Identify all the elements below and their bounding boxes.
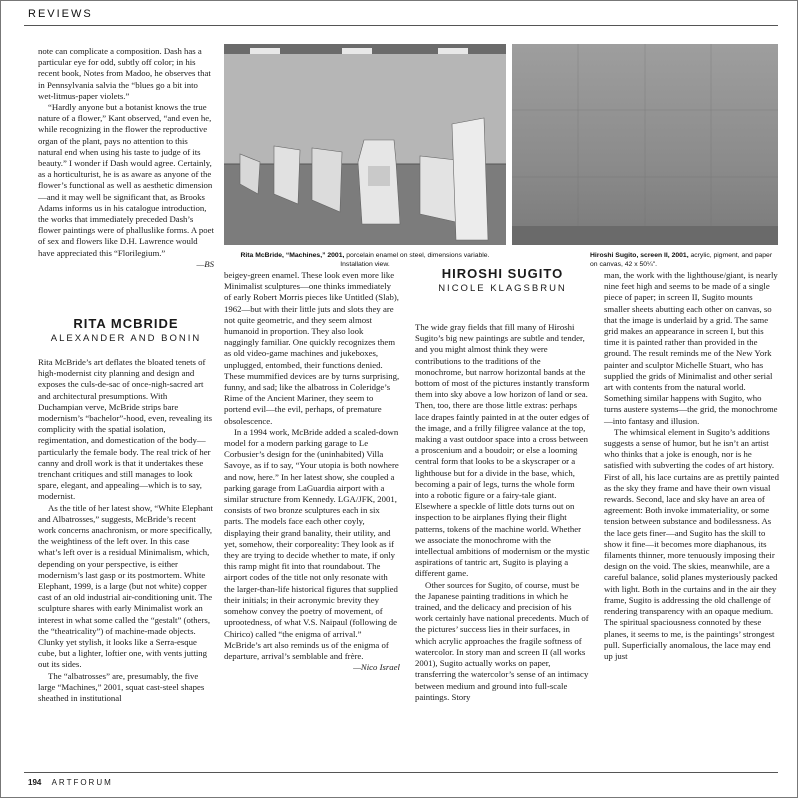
review3-artist: HIROSHI SUGITO (441, 266, 564, 281)
photo2-caption (590, 251, 778, 269)
bottom-rule (24, 772, 778, 773)
review2-column-2 (224, 270, 400, 673)
review1-continuation (38, 46, 214, 270)
sugito-screen-photo (512, 44, 778, 245)
photo2-caption-title: Hiroshi Sugito, screen II, 2001, (590, 252, 689, 259)
review3-paragraph: The wide gray fields that fill many of Hiroshi Sugito’s big new paintings are subtle and tender, and you might almost think they were contributions to the traditions of the monochrome, but narrow horizontal bands at the bottom of most of the pictures instantly transform them into sky above a low horizon of land or sea. Then, too, there are those little extras: perhaps lace drapes faintly painted in at the outer edges of the image, and a frilly filigree valance at the top, making a vast outdoor space into a cross between a proscenium and a boudoir; or else a looming central form that looks to be a skyscraper or a lighthouse but for a divide in the base, which, becoming a pair of legs, turns the whole form into a robotic figure or a fairy-tale giant. Elsewhere a speckle of little dots turns out on inspection to be airplanes flying their flight patterns, tokens of the machine world. Whether we associate the monochrome with the intellectual ambitions of modernism or the mystic aspirations of tantric art, Sugito is playing a different game. (415, 322, 590, 579)
review2-paragraph: In a 1994 work, McBride added a scaled-down model for a modern parking garage to Le Corbusier’s design for the (uninhabited) Villa Savoye, as if to say, “Your utopia is both nowhere and now, here.” In her latest show, she coupled a parking garage from LaGuardia airport with a similar structure from Kennedy. LGA/JFK, 2001, consists of two bronze sculptures each in six parts. The models face each other coyly, displaying their grand banality, their utility, and yet, somehow, their corporeality: They look as if they are trying to decide whether to mate, if only this ramp might fit into that roundabout. The airport codes of the title not only resonate with the larger-than-life historical figures that supplied their initials; in their acronymic brevity they somehow convey the poetry of movement, of uprootedness, of what V.S. Naipaul (following de Chirico) called “the enigma of arrival.” McBride’s art also reminds us of the enigma of departure, arrival’s semblable and frère. (224, 426, 399, 661)
mcbride-machines-photo (224, 44, 506, 245)
top-rule (24, 25, 778, 26)
review3-paragraph: man, the work with the lighthouse/giant, is nearly nine feet high and seems to be made of a single piece of paper; in screen II, Sugito mounts smaller sheets abutting each other on canvas, so that the image is underlaid by a grid. The same grid makes an appearance in screen I, but this time it is painted rather than provided in the ground. The result reminds me of the New York painter and sculptor Michelle Stuart, who has supplied the grids of Minimalist and other serial art with contents from the natural world. Something similar happens with Sugito, who turns austere systems—the grid, the monochrome—into fantasy and illusion. (604, 270, 778, 426)
review2-column-1 (38, 357, 214, 704)
review3-paragraph: The whimsical element in Sugito’s additions suggests a sense of humor, but he isn’t an artist who thinks that a joke is enough, nor is he satisfied with subverting the codes of art history. First of all, his lace curtains are as prettily painted as the sky they frame and have their own visual rewards. Second, lace and sky have an area of agreement: Both invoke immateriality, or some tension between substance and bodilessness. As the lace gets finer—and Sugito has the skill to show it fine—it becomes more diaphanous, its filaments thinner, more tenuously imposing their design on the void. The skies, meanwhile, are a careful balance, solid planes mysteriously packed with light. Both in the curtains and in the air they frame, Sugito is addressing the old challenge of rendering transparency with an opaque medium. The spiritual spaciousness connoted by these planes, it seems to me, is the paintings’ strongest pull. Superficially anomalous, the lace may end up just (604, 426, 779, 661)
review3-column-1 (415, 322, 590, 703)
magazine-name: ARTFORUM (51, 778, 113, 787)
review2-paragraph: As the title of her latest show, “White Elephant and Albatrosses,” suggests, McBride’s recent work concerns anachronism, or more specifically, the weightiness of the left over. In this case what’s left over is a residual Minimalism, which, depending on your perspective, is either modernism’s last gasp or its postmortem. White Elephant, 1999, is a large (but not white) copper cast of an old industrial air-conditioning unit. The sculpture shares with early Minimalist work an interest in what some called the “gestalt” (others, the “theatricality”) of machine-made objects. Clunky yet stylish, it looks like a Serra-esque cube, but a lighter, loftier one, with vents jutting out its sides. (38, 502, 213, 670)
review2-gallery: ALEXANDER AND BONIN (50, 333, 202, 344)
section-header: REVIEWS (28, 8, 93, 20)
review1-paragraph: “Hardly anyone but a botanist knows the true nature of a flower,” Kant observed, “and even he, while recognizing in the flower the reproductive organ of the plant, pays no attention to this natural end when using his taste to judge of its beauty.” I wonder if Dash would agree. Certainly, as a horticulturist, he is as aware as anyone of the flower’s functional as well as aesthetic dimension—and it may well be significant that, as Brooks Adams informs us in his catalogue introduction, the works that immediately preceded Dash’s flower paintings were of phalluslike forms. A poet of sex and flowers like D.H. Lawrence would have appreciated this “Florilegium.” (38, 102, 214, 258)
review2-paragraph: beigey-green enamel. These look even more like Minimalist sculptures—one thinks immediately of early Robert Morris pieces like Untitled (Slab), 1962—but with their little juts and slots they are not quite geometric, and they seem almost humanoid in proportion. They also look naggingly familiar. One quickly recognizes them as old video-game machines and jukeboxes, unplugged, entombed, their functions denied. These mummified devices are by turns surprising, funny, and sad; like the albatross in Coleridge’s Rime of the Ancient Mariner, they seem to portend evil—the evil, perhaps, of premature obsolescence. (224, 270, 400, 426)
review2-paragraph: Rita McBride’s art deflates the bloated tenets of high-modernist city planning and design and exposes the culs-de-sac of once-nigh-sacred art and architectural presumptions. With Duchampian verve, McBride strips bare modernism’s “bachelor”-hood, even, revealing its complicity with the spatial isolation, regimentation, and domestication of the body—particularly the female body. The real trick of her canny and droll work is that it undertakes these trenchant critiques and still manages to look spare, elegant, and appealing—which is to say, modernist. (38, 357, 212, 502)
page-footer (28, 778, 113, 787)
photo1-caption-title: Rita McBride, “Machines,” 2001, (240, 252, 345, 259)
installation-view-image (224, 44, 506, 245)
review2-paragraph: The “albatrosses” are, presumably, the five large “Machines,” 2001, squat cast-steel shapes sheathed in institutional (38, 670, 205, 704)
photo1-caption-details: porcelain enamel on steel, dimensions variable. Installation view. (340, 252, 490, 268)
review2-artist: RITA MCBRIDE (73, 316, 179, 331)
review3-heading (415, 266, 590, 294)
painting-image (512, 44, 778, 245)
photo2-caption-details: acrylic, pigment, and paper on canvas, 42 x 50¼". (590, 252, 773, 268)
review3-column-2 (604, 270, 780, 662)
review1-signature: —BS (196, 258, 214, 269)
review3-paragraph: Other sources for Sugito, of course, must be the Japanese painting traditions in which he trained, and the delicacy and precision of his work certainly have national precedents. Much of the pictures’ success lies in their surfaces, in which acrylic approaches the fragile softness of watercolor. In story man and screen II (all works 2001), Sugito actually works on paper, transferring the watercolor’s sense of an intimacy between medium and ground into full-scale paintings. Story (415, 579, 589, 702)
review2-heading (38, 316, 214, 344)
review3-gallery: NICOLE KLAGSBRUN (438, 283, 567, 294)
page-number: 194 (28, 778, 42, 787)
review2-signature: —Nico Israel (353, 662, 400, 673)
review1-paragraph: note can complicate a composition. Dash has a particular eye for odd, subtly off color; in his recent book, Notes from Madoo, he observes that in Pennsylvania salvia the “blues go a bit into wet-litmus-paper violets.” (38, 46, 211, 101)
